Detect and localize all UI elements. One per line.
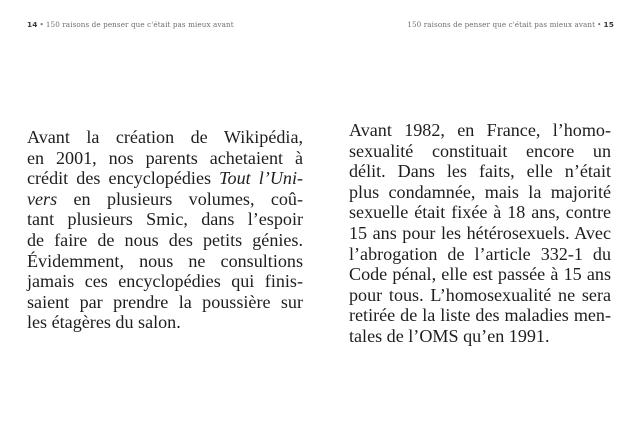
text-line: jamais ces encyclopédies qui finis-: [27, 271, 303, 292]
text-line: sexualité constituait encore un: [349, 140, 611, 161]
bullet-separator: •: [597, 20, 602, 29]
text-line: en 2001, nos parents achetaient à: [27, 147, 303, 168]
text-line: pour tous. L’homosexualité ne sera: [349, 284, 611, 305]
book-title: 150 raisons de penser que c'était pas mieux avant: [45, 20, 234, 29]
left-body-paragraph: [27, 127, 303, 333]
page-number: 14: [27, 20, 38, 29]
right-running-head: [407, 20, 614, 29]
text-run: en plusieurs volumes, coû-: [57, 188, 303, 209]
text-line: Code pénal, elle est passée à 15 ans: [349, 264, 611, 285]
text-line: tales de l’OMS qu’en 1991.: [349, 325, 550, 346]
page-number: 15: [603, 20, 614, 29]
text-line: [27, 168, 303, 189]
left-running-head: [27, 20, 234, 29]
book-title-italic: vers: [27, 188, 58, 209]
text-line: de faire de nous des petits génies.: [27, 229, 303, 250]
right-body-paragraph: [349, 120, 611, 347]
text-line: Avant la création de Wikipédia,: [27, 127, 303, 147]
book-title-italic: Tout l’Uni-: [219, 168, 303, 189]
text-line: plus condamnée, mais la majorité: [349, 181, 611, 202]
text-line: [27, 189, 303, 210]
text-line: les étagères du salon.: [27, 312, 181, 333]
text-line: tant plusieurs Smic, dans l’espoir: [27, 209, 303, 230]
book-title: 150 raisons de penser que c'était pas mieux avant: [407, 20, 596, 29]
text-line: saient par prendre la poussière sur: [27, 291, 303, 312]
text-line: sexuelle était fixée à 18 ans, contre: [349, 202, 611, 223]
text-line: retirée de la liste des maladies men-: [349, 305, 611, 326]
right-page: [322, 0, 644, 427]
bullet-separator: •: [39, 20, 44, 29]
text-line: délit. Dans les faits, elle n’était: [349, 161, 611, 182]
text-line: l’abrogation de l’article 332-1 du: [349, 243, 611, 264]
text-run: crédit des encyclopédies: [27, 168, 220, 189]
text-line: Avant 1982, en France, l’homo-: [349, 120, 611, 140]
text-line: Évidemment, nous ne consultions: [27, 250, 303, 271]
text-line: 15 ans pour les hétérosexuels. Avec: [349, 222, 611, 243]
